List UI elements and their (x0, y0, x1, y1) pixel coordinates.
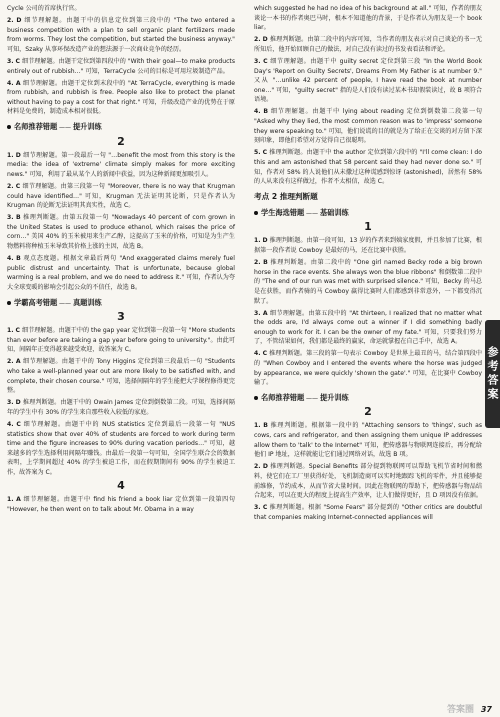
answer-option: C (262, 149, 268, 157)
answer-option: B (263, 108, 268, 116)
answer-option: D (262, 463, 268, 471)
section-heading (254, 207, 482, 218)
right-column (254, 4, 482, 525)
answer-entry (254, 57, 482, 105)
answer-entry (254, 349, 482, 388)
answer-entry (254, 35, 482, 54)
question-number: 3. (254, 504, 261, 512)
passage-number: 2 (117, 134, 125, 148)
section-subtitle: 真题训练 (72, 297, 102, 307)
explanation-text: 细节理解题。由题干中的 NUS statistics 定位到最后一段第一句 "NUS statistics show that over 40% of students are forced to work during term time and the figure increases to 90% during vacation periods…" 可知，越来越多的学生选择利用间隔年赚钱。由最后一段第一句可知，全国学生联合会的数据表明，上学期间超过 40% 的学生被迫工作，而在假期期间有 90% 的学生被迫工作，故答案为 C。 (7, 420, 236, 477)
answer-entry (254, 4, 482, 33)
question-number: 2. (254, 463, 261, 471)
explanation-text: Cycle 公司的首席执行官。 (7, 5, 81, 12)
explanation-text: 推理判断题。Special Benefits 部分提到物联网可以帮助飞机节省时间和燃料，使它们在工厂里获得好处，飞机制造商可以实时地跟踪飞机的零件，并且能够提前维修，节约成本，从而节省大量时间。因此在物联网的帮助下，把传感器与物品结合起来，可以在更大的程度上提高生产效率，让人们做得更好，且 D 项因没有依据。 (254, 463, 483, 500)
explanation-text: 推理判断题。第三段的第一句表示 Cowboy 是世界上最丑的马，结合第四段中的 "When Cowboy and I entered the events where the horse was judged by appearance, we were quickly 'shown the gate'." 可知，在比赛中 Cowboy 输了。 (254, 350, 483, 387)
question-number: 5. (254, 149, 261, 157)
bullet-icon (7, 125, 11, 129)
question-number: 2. (7, 358, 14, 366)
answer-entry (7, 79, 235, 118)
question-number: 3. (254, 309, 261, 317)
section-dash: —— (304, 394, 320, 402)
section-title: 名师推荐错题 (261, 392, 305, 402)
answer-entry (254, 503, 482, 522)
watermark-logo: 答案圈 (446, 705, 474, 715)
answer-option: B (263, 259, 268, 266)
answer-entry (7, 254, 235, 293)
answer-entry (7, 495, 235, 514)
answer-option: C (15, 57, 20, 65)
answer-entry (254, 107, 482, 146)
topic-heading: 考点 2 推理判断题 (254, 191, 318, 201)
section-title: 名师推荐错题 (14, 122, 58, 132)
explanation-text: 细节理解题。由题干中 guilty secret 定位到第三段 "In the World Book Day's 'Report on Guilty Secrets', Dreams From My Father is at number 9." 又从 "…unlike 42 percent of people, I have read the book at number one…" 可知，"guilty secret" 指的是人们没有读过某本书却假装读过，故 B 项符合语境。 (254, 57, 483, 104)
explanation-text: 细节理解题。由题干中 find his friend a book liar 定位到第一段第四句 "However, he then went on to talk about Mr. Obama in a way (7, 496, 235, 513)
answer-entry (254, 148, 482, 187)
question-number: 1. (254, 422, 261, 430)
answer-entry (7, 357, 235, 396)
question-number: 1. (7, 151, 14, 159)
explanation-text: 推理判断题。根据第一段中的 "Attaching sensors to 'things', such as cows, cars and refrigerator, and then assigning them unique IP addresses allow them to 'talk' to the Internet" 可知，把传感器与物联网连接后，再分配给他们 IP 地址，这样就能让它们通过网络对话，故选 B 项。 (254, 422, 483, 459)
section-subtitle: 提升训练 (319, 392, 349, 402)
bullet-icon (254, 396, 258, 400)
answer-entry (254, 236, 482, 255)
question-number: 1. (7, 327, 14, 335)
explanation-text: 推理判断题。由题干中 the author 定位到第六段中的 "I'll come clean: I do this and am astonished that 58 percent said they had never done so." 可知，作者对 58% 的人说他们从未撒过这种谎感到惊讶 (astonished)，居然有 58% 的人从来没有这样做过，作者不太相信，故选 C。 (254, 149, 482, 186)
explanation-text: 推理判断题。由第五段第一句 "Nowadays 40 percent of corn grown in the United States is used to produce ethanol, which raises the price of corn…" 美国 40% 的玉米被用来生产乙醇，这提高了玉米的价格，可知是为生产生物燃料将种植玉米导致其价格上涨的主因，故选 B。 (7, 214, 235, 251)
section-dash: —— (57, 299, 73, 307)
explanation-text: which suggested he had no idea of his background at all." 可知，作者的朋友谈论一本书的作者奥巴马时，根本不知道他的背景，于是作者认为朋友是一个 book liar。 (254, 5, 482, 32)
question-number: 1. (254, 237, 261, 245)
answer-option: D (15, 399, 21, 407)
answer-entry (7, 151, 235, 180)
passage-number: 4 (117, 479, 125, 493)
section-heading (7, 297, 235, 308)
answer-option: D (15, 151, 21, 159)
question-number: 2. (254, 259, 261, 266)
answer-option: B (16, 214, 21, 222)
left-column (7, 4, 235, 517)
bullet-icon (254, 211, 258, 215)
explanation-text: 观点态度题。根据文章最后两句 "And exaggerated claims merely fuel public distrust and uncertainty. That is unfortunate, because global warming is a real problem, and we do need to address it." 可知，作者认为夸大全球变暖的影响会引起公众的不信任，故选 B。 (7, 255, 235, 291)
explanation-text: 细节理解题。由题干中的 Tony Higgins 定位到第三段最后一句 "Students who take a well-planned year out are more likely to be satisfied with, and complete, their chosen course." 可知，选择间隔年的学生能把大学课程修得更完整。 (7, 358, 235, 395)
answer-entry (7, 16, 235, 55)
explanation-text: 推理判断题。根据 "Some Fears" 部分提到的 "Other critics are doubtful that companies making Internet-connected appliances will (254, 504, 482, 521)
reference-answer-tab: 参考答案 (485, 320, 500, 428)
passage-number: 2 (364, 405, 372, 419)
answer-option: B (263, 422, 268, 430)
section-title: 学生海选错题 (261, 207, 305, 217)
explanation-text: 细节理解题。由题干中 lying about reading 定位到倒数第二段第一句 "Asked why they lied, the most common reason was to 'impress' someone they were speaking to." 可知，他们说谎的目的就是为了给正在交谈的对方留下深刻印象，即他们希望对方觉得自己很聪明。 (254, 108, 483, 145)
answer-entry (7, 182, 235, 211)
question-number: 3. (7, 214, 14, 222)
explanation-text: 细节理解题。由题干中的信息定位到第三段中的 "The two entered a business competition with a plan to sell organic plant fertilizers made from worms. They lost the competition, but started the business anyway." 可知，Szaky 从事环保改造产业的想法源于一次商业竞争的经历。 (7, 17, 235, 53)
answer-entry (7, 4, 235, 14)
answer-entry (7, 326, 235, 355)
answer-entry (7, 57, 235, 76)
question-number: 4. (7, 420, 14, 428)
explanation-text: 细节理解题。由题干定位到末段中的 "At TerraCycle, everything is made from rubbish, and rubbish is free. People also like to protect the planet without having to pay a cost for that right." 可知，升级改造产业的优势在于原材料是免费的，制造成本相对很低。 (7, 79, 236, 116)
explanation-text: 细节理解题。由第三段第一句 "Moreover, there is no way that Krugman could have identified…" 可知，Krugman 无法证明其论断，只是作者认为 Krugman 的论断无法证明其真实性，故选 C。 (7, 182, 235, 210)
answer-option: B (16, 255, 21, 263)
question-number: 4. (7, 79, 14, 87)
answer-entry (254, 462, 482, 501)
answer-option: C (16, 420, 21, 428)
answer-option: A (16, 496, 21, 504)
explanation-text: 推理判断题。由第一段可知，13 岁的作者来到姨家度假，并且参加了比赛，根据第一段作者说 Cowboy 是最好的马，还在比赛中获胜。 (254, 237, 482, 254)
question-number: 3. (7, 399, 14, 407)
answer-entry (254, 421, 482, 460)
passage-number: 3 (117, 310, 125, 323)
passage-number: 1 (364, 220, 372, 234)
answer-option: A (262, 309, 268, 317)
question-number: 4. (254, 350, 261, 358)
question-number: 2. (7, 182, 14, 190)
answer-option: C (263, 57, 268, 65)
question-number: 3. (254, 57, 261, 65)
explanation-text: 推理判断题。由第二段中的 "One girl named Becky rode a big brown horse in the race events. She always won the blue ribbons" 和倒数第二段中的 "The end of our run was met with surprised silence." 可知，Becky 的马总是在获胜，而作者骑的马 Cowboy 赢得比赛时人们都感到非常意外，一下都变得沉默了。 (254, 259, 483, 305)
answer-option: C (15, 327, 20, 335)
section-subtitle: 基础训练 (319, 207, 349, 217)
section-heading (254, 392, 482, 403)
answer-entry (7, 420, 235, 478)
section-heading (7, 121, 235, 132)
page-number: 37 (480, 705, 492, 714)
section-title: 学霸高考错题 (14, 297, 58, 307)
explanation-text: 细节理解题。第一段最后一句 "…benefit the most from this story is the media: the idea of 'extreme' climate simply makes for more exciting news." 可知，利用了最从某个人的新闻中获益，因为这种新闻更加吸引人。 (7, 151, 236, 178)
section-subtitle: 提升训练 (72, 122, 102, 132)
answer-option: C (262, 350, 268, 358)
explanation-text: 推理判断题。由题干中的 Owain James 定位到倒数第二段。可知，选择间隔年的学生中有 30% 的学生来自那些收入较低的家庭。 (7, 399, 235, 416)
question-number: 1. (7, 496, 14, 504)
question-number: 2. (254, 36, 261, 44)
answer-option: A (15, 358, 21, 366)
answer-entry (7, 398, 235, 417)
explanation-text: 推理判断题。由第二段中的内容可知，当作者的朋友表示对自己谈论的书一无所知后，他开始回顾自己的做法，对自己没有读过的书发表看法和评论。 (254, 36, 483, 53)
answer-option: D (262, 237, 268, 245)
section-dash: —— (57, 124, 73, 132)
explanation-text: 细节理解题。由第五段中的 "At thirteen, I realized that no matter what the odds are, I'd always come out a winner if I did something badly enough to work for it. I can be the owner of my fate." 可知，只要我们努力了，不管结果如何，我们都是最终的赢家，命运就掌握在自己手中，故选 A。 (254, 309, 483, 346)
answer-option: C (15, 182, 21, 190)
answer-entry (7, 213, 235, 252)
question-number: 4. (254, 108, 261, 116)
answer-option: D (262, 36, 268, 44)
question-number: 2. (7, 17, 14, 25)
explanation-text: 细节理解题。由题干定位到第四段中的 "With their goal—to make products entirely out of rubbish…" 可知，TerraCycle 公司的目标是可用垃圾制造产品。 (7, 57, 235, 75)
section-dash: —— (304, 209, 320, 217)
explanation-text: 细节理解题。由题干中的 the gap year 定位到第一段第一句 "More students than ever before are taking a gap year before going to university."。由此可知，间隔年正变得越来越受欢迎，故答案为 C。 (7, 327, 236, 354)
answer-entry (254, 309, 482, 348)
answer-option: C (262, 504, 268, 512)
answer-option: A (15, 79, 21, 87)
question-number: 3. (7, 57, 14, 65)
question-number: 4. (7, 255, 14, 263)
answer-option: D (16, 17, 22, 25)
bullet-icon (7, 301, 11, 305)
answer-entry (254, 258, 482, 306)
